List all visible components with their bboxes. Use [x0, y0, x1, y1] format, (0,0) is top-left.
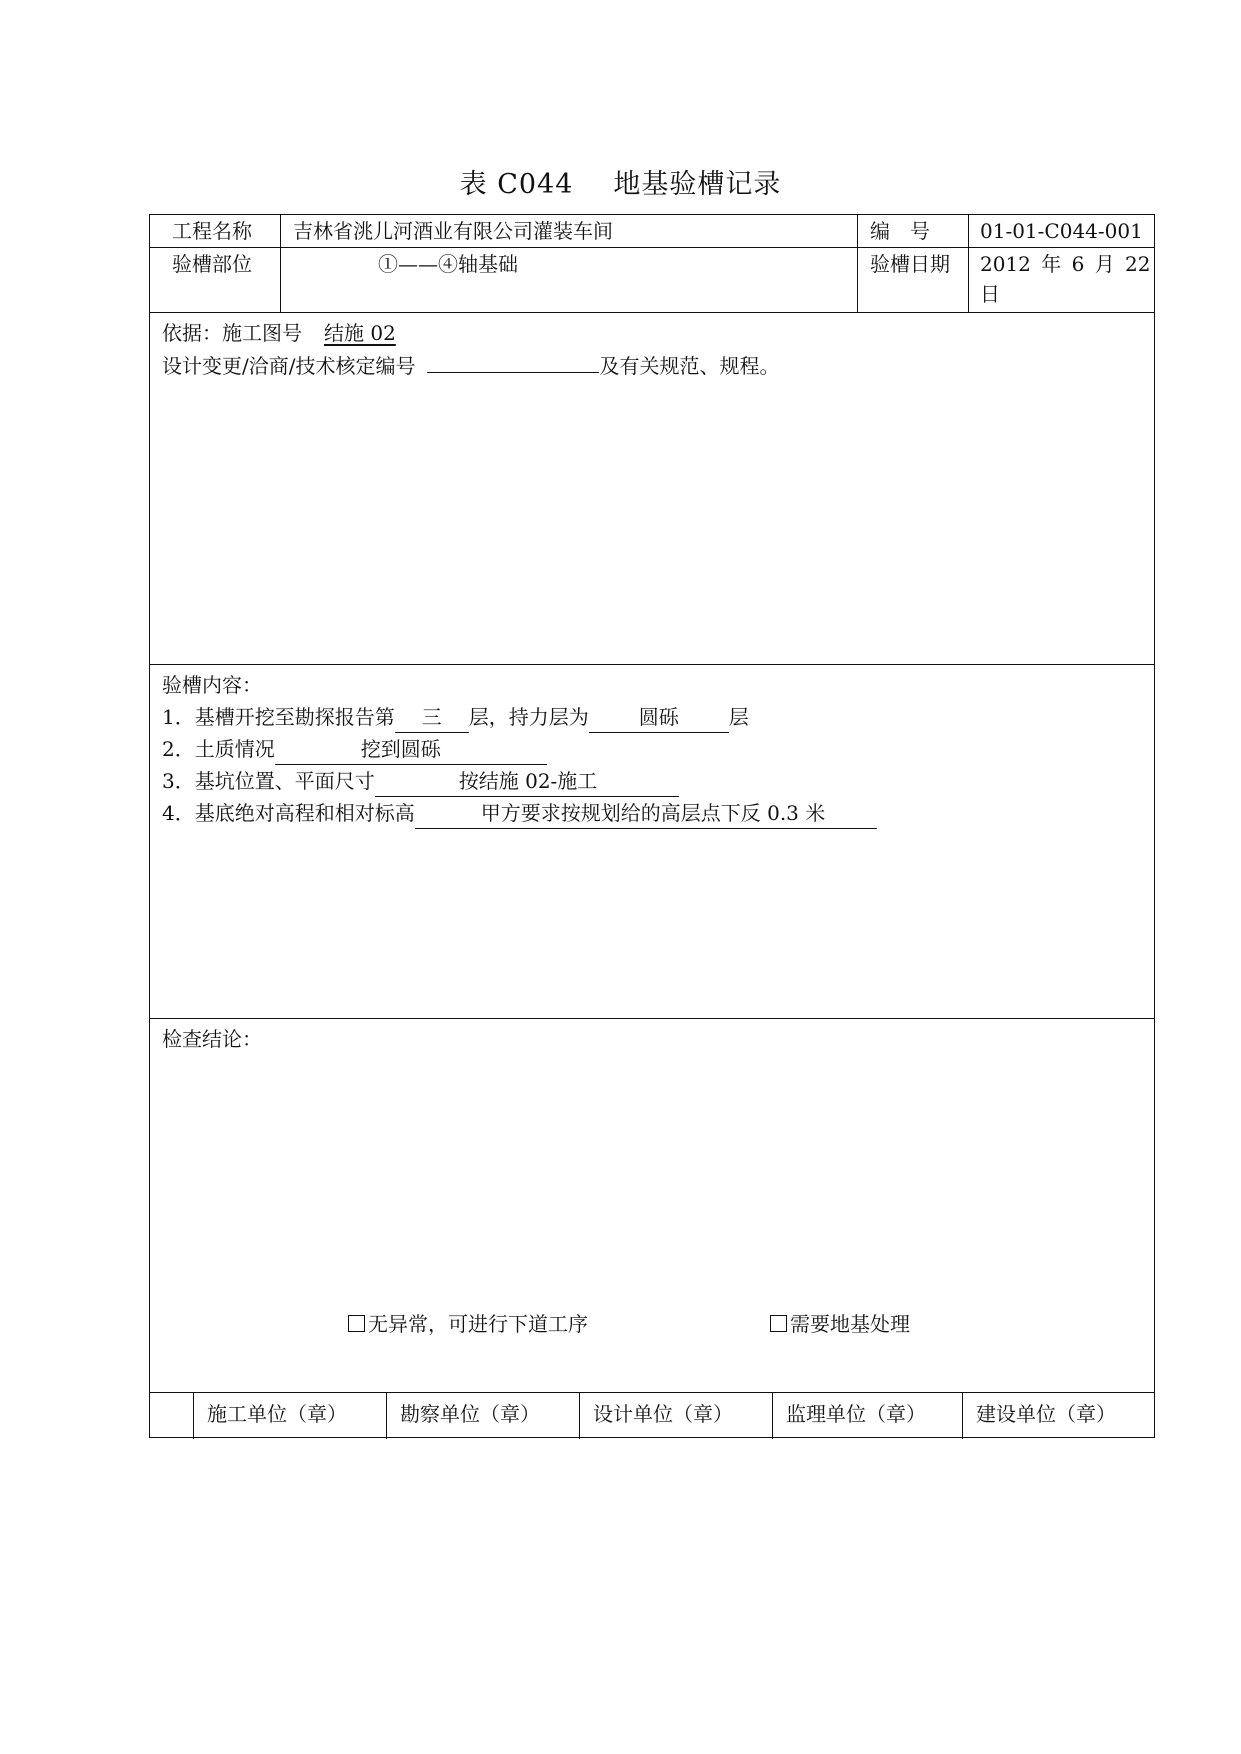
number-label: 编 号: [870, 219, 930, 243]
elevation-value: 甲方要求按规划给的高层点下反 0.3 米: [415, 798, 877, 829]
design-change-number-blank[interactable]: [427, 350, 599, 373]
content-item-3: [162, 766, 679, 797]
signature-owner-unit: 建设单位（章）: [976, 1402, 1116, 1426]
drawing-number-value: 结施 02: [324, 321, 396, 345]
item-3-label: 3．基坑位置、平面尺寸: [162, 769, 375, 793]
form-code: 表 C044: [459, 169, 574, 200]
basis-line-2: [162, 350, 779, 381]
needs-treatment-checkbox[interactable]: [770, 1315, 787, 1332]
bearing-layer-value: 圆砾: [589, 702, 729, 733]
drawing-number-label: 依据：施工图号: [162, 321, 302, 345]
row-divider: [150, 664, 1154, 665]
exploration-layer-value: 三: [395, 702, 469, 733]
column-divider: [857, 215, 858, 312]
option-needs-treatment[interactable]: [770, 1309, 910, 1339]
signature-supervision-unit: 监理单位（章）: [786, 1402, 926, 1426]
basis-line-1: [162, 318, 396, 348]
row-divider: [150, 1392, 1154, 1393]
needs-treatment-label: 需要地基处理: [790, 1312, 910, 1336]
column-divider: [968, 215, 969, 312]
inspection-location-value: ①——④轴基础: [378, 252, 518, 276]
row-divider: [150, 1018, 1154, 1019]
inspection-date-label: 验槽日期: [870, 252, 950, 276]
design-change-label: 设计变更/洽商/技术核定编号: [162, 354, 416, 378]
content-item-2: [162, 734, 547, 765]
column-divider: [772, 1392, 773, 1439]
content-item-1: [162, 702, 749, 733]
inspection-date-value-cont: 日: [980, 282, 1000, 306]
column-divider: [193, 1392, 194, 1439]
column-divider: [280, 215, 281, 312]
signature-design-unit: 设计单位（章）: [593, 1402, 733, 1426]
inspection-location-label: 验槽部位: [172, 252, 252, 276]
content-item-4: [162, 798, 877, 829]
signature-survey-unit: 勘察单位（章）: [400, 1402, 540, 1426]
no-abnormality-checkbox[interactable]: [348, 1315, 365, 1332]
bearing-layer-label: 层，持力层为: [468, 705, 589, 729]
no-abnormality-label: 无异常，可进行下道工序: [368, 1312, 588, 1336]
item-1-label: 1．基槽开挖至勘探报告第: [162, 705, 395, 729]
pit-dimension-value: 按结施 02-施工: [375, 766, 679, 797]
conclusion-heading: 检查结论：: [162, 1027, 262, 1051]
column-divider: [386, 1392, 387, 1439]
item-2-label: 2．土质情况: [162, 737, 275, 761]
column-divider: [579, 1392, 580, 1439]
row-divider: [150, 247, 1154, 248]
number-value: 01-01-C044-001: [980, 219, 1143, 243]
signature-construction-unit: 施工单位（章）: [207, 1402, 347, 1426]
project-name-label: 工程名称: [172, 219, 252, 243]
inspection-content-heading: 验槽内容：: [162, 673, 262, 697]
layer-suffix: 层: [728, 705, 749, 729]
inspection-date-value: 2012 年 6 月 22: [980, 252, 1151, 276]
document-title: [0, 162, 1241, 201]
row-divider: [150, 312, 1154, 313]
design-change-suffix: 及有关规范、规程。: [599, 354, 780, 378]
project-name-value: 吉林省洮儿河酒业有限公司灌装车间: [293, 219, 613, 243]
item-4-label: 4．基底绝对高程和相对标高: [162, 801, 415, 825]
form-name: 地基验槽记录: [613, 169, 782, 200]
inspection-form: [149, 214, 1155, 1438]
soil-condition-value: 挖到圆砾: [275, 734, 547, 765]
option-no-abnormality[interactable]: [348, 1309, 588, 1339]
column-divider: [962, 1392, 963, 1439]
